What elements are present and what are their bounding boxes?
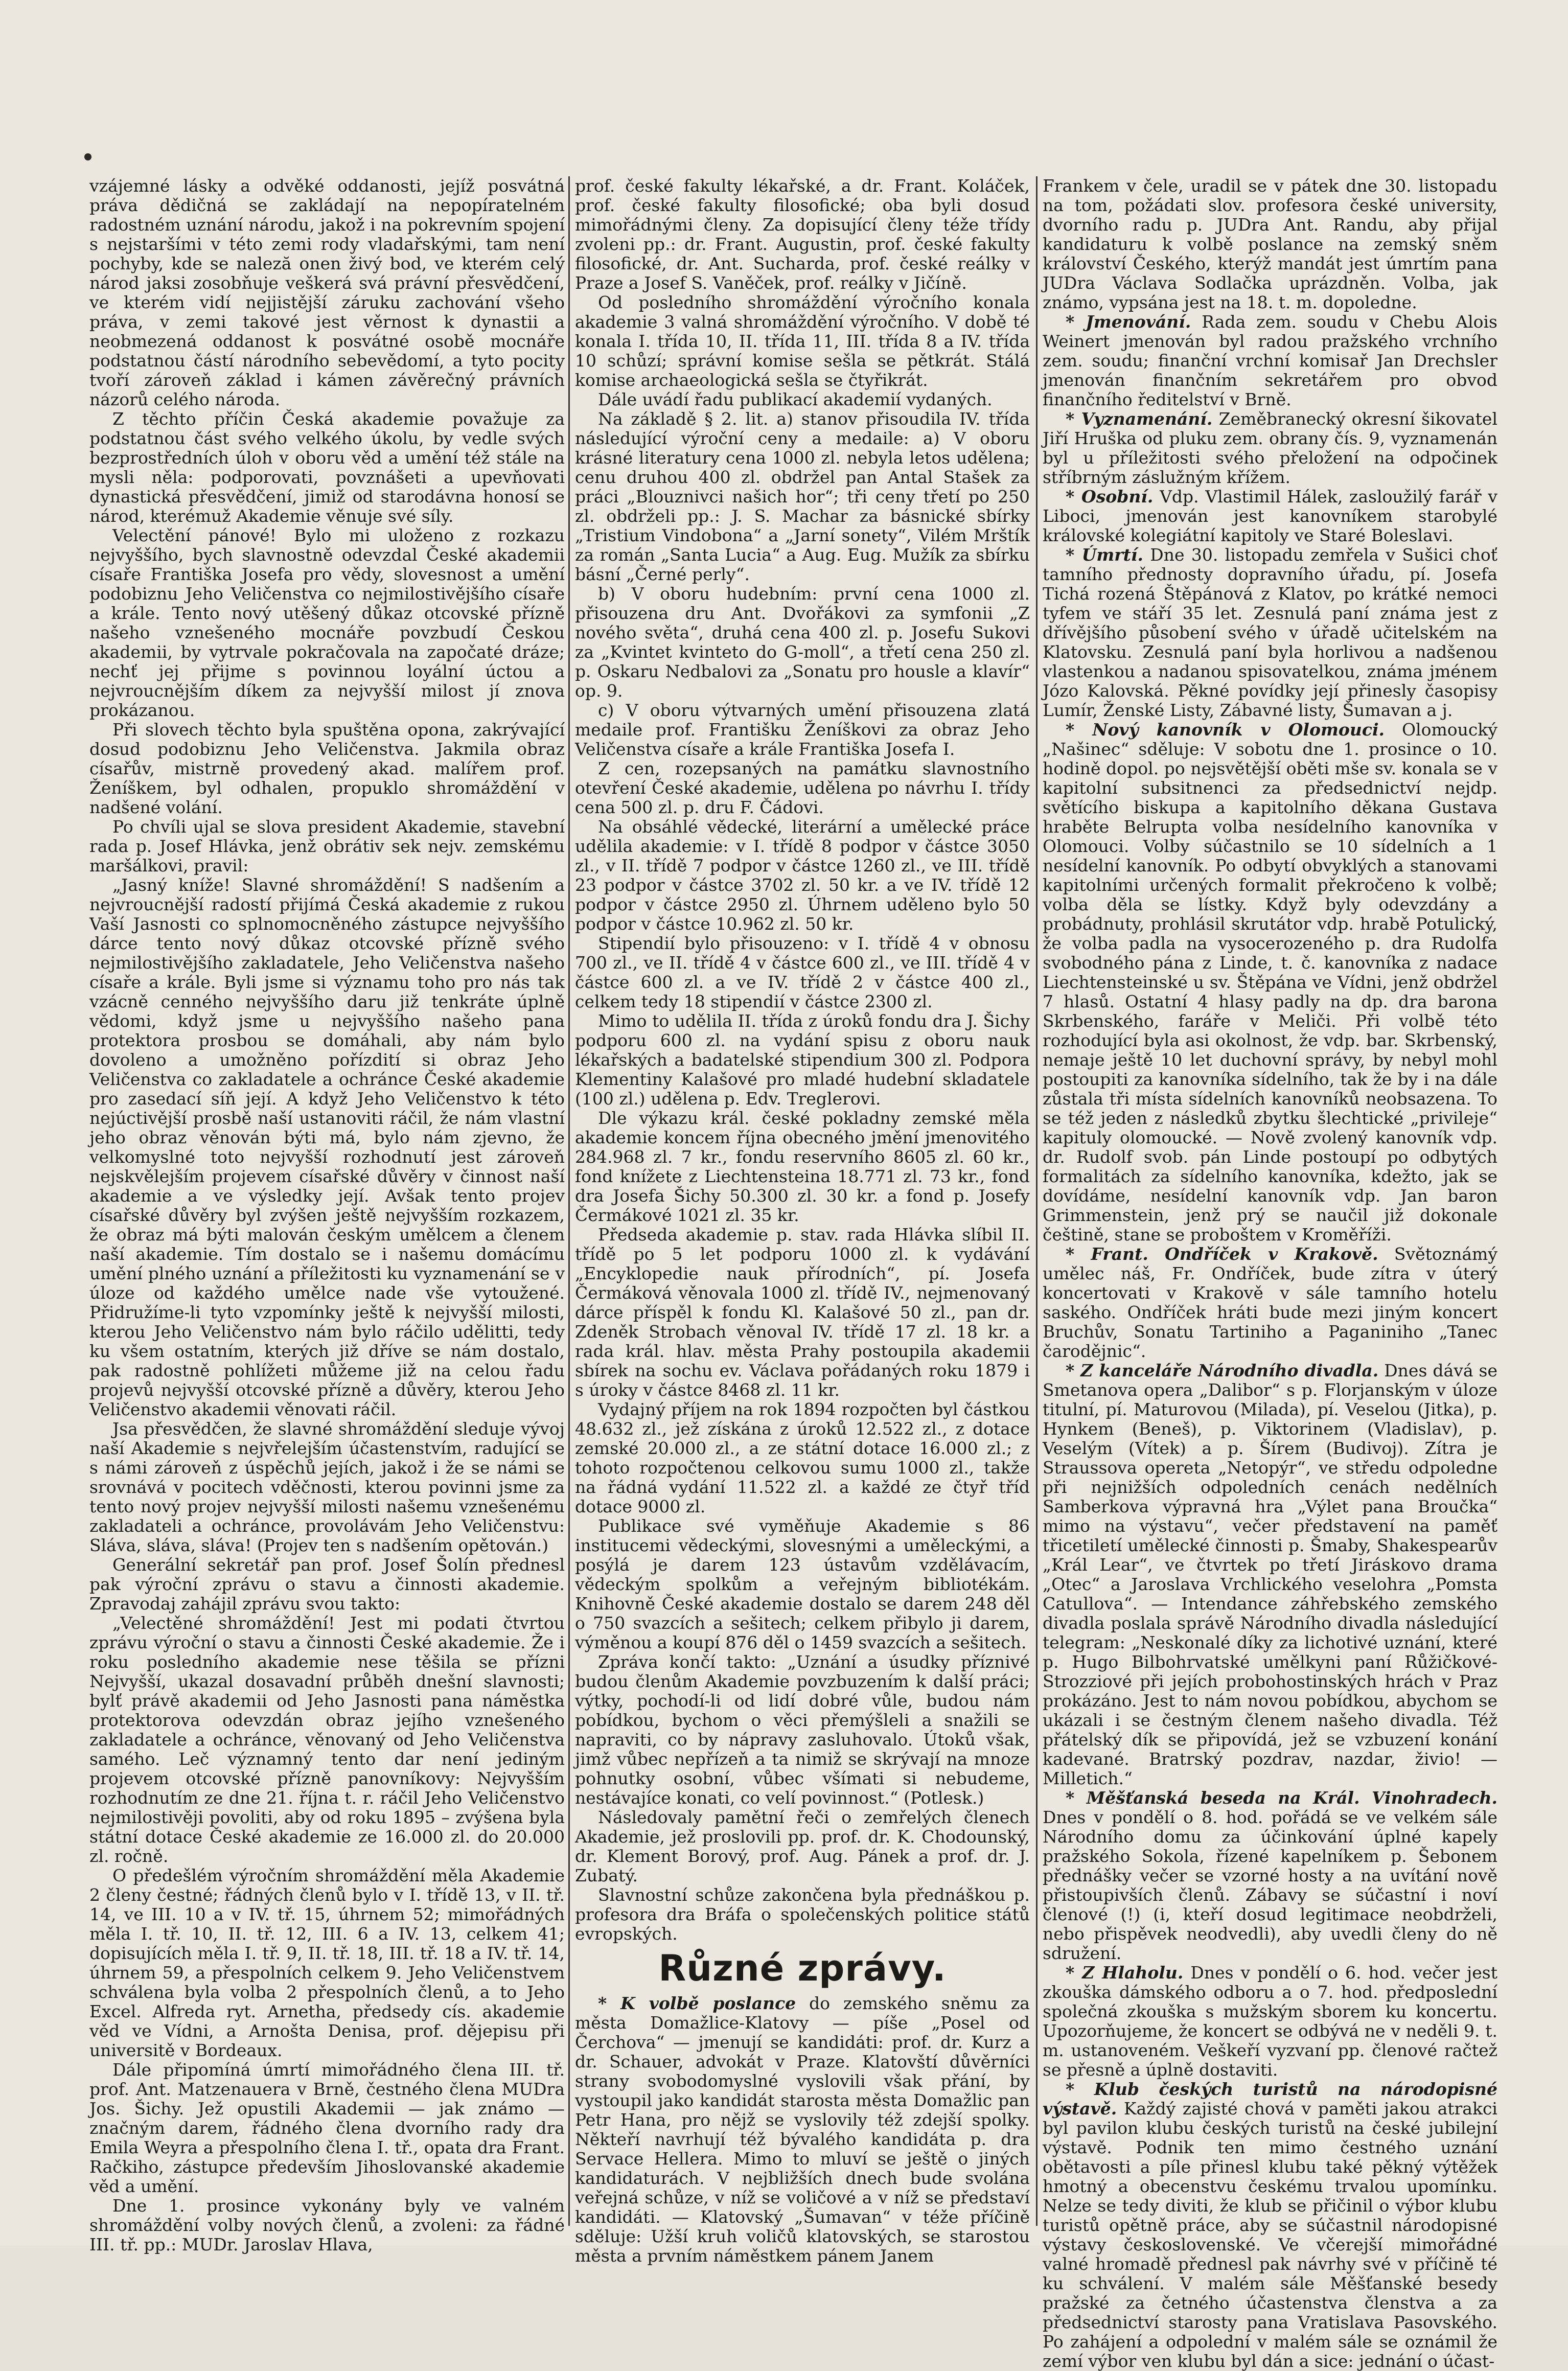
news-item-lead: * Osobní. — [1066, 487, 1154, 507]
column-middle — [575, 176, 1030, 2266]
paragraph: Následovaly pamětní řeči o zemřelých členech Akademie, jež proslovili pp. prof. dr. K. Chodounský, dr. Klement Borový, prof. Aug. Pánek a prof. dr. J. Zubatý. — [575, 1807, 1030, 1885]
paragraph: Velectění pánové! Bylo mi uloženo z rozkazu nejvyššího, bych slavnostně odevzdal České akademii císaře Františka Josefa pro vědy, slovesnost a umění podobiznu Jeho Veličenstva co nejmilostivějšího císaře a krále. Tento nový utěšený důkaz otcovské přízně našeho vznešeného mocnáře povzbudí Českou akademii, by vytrvale pokračovala na započaté dráze; nechť jej přijme s povinnou loyální úctou a nejvroucnějším díkem za nejvyšší milost jí znova prokázanou. — [89, 525, 565, 720]
paragraph: Na obsáhlé vědecké, literární a umělecké práce udělila akademie: v I. třídě 8 podpor v částce 3050 zl., v II. třídě 7 podpor v částce 1260 zl., ve III. třídě 23 podpor v částce 3702 zl. 50 kr. a ve IV. třídě 12 podpor v částce 2950 zl. Úhrnem uděleno bylo 50 podpor v částce 10.962 zl. 50 kr. — [575, 817, 1030, 934]
news-item-lead: * Z kanceláře Národního divadla. — [1066, 1361, 1379, 1380]
news-item-lead: * Vyznamenání. — [1066, 409, 1213, 429]
column-divider — [568, 176, 570, 2226]
news-item-lead: * Měšťanská beseda na Král. Vinohradech. — [1066, 1788, 1497, 1808]
paragraph: prof. české fakulty lékařské, a dr. Frant. Koláček, prof. české fakulty filosofické; oba byli dosud mimořádnými členy. Za dopisující členy téže třídy zvoleni pp.: dr. Frant. Augustin, prof. české fakulty filosofické, dr. Ant. Sucharda, prof. české reálky v Praze a Josef S. Vaněček, prof. reálky v Jičíně. — [575, 176, 1030, 293]
news-item — [1043, 1361, 1497, 1788]
paragraph: Z těchto příčin Česká akademie považuje za podstatnou část svého velkého úkolu, by vedle svých bezprostředních úloh v oboru věd a umění též stále na mysli něla: podporovati, povznášeti a upevňovati dynastická přesvědčení, jimiž od starodávna honosí se národ, kterémuž Akademie věnuje své síly. — [89, 409, 565, 526]
paragraph: b) V oboru hudebním: první cena 1000 zl. přisouzena dru Ant. Dvořákovi za symfonii „Z nového světa“, druhá cena 400 zl. p. Josefu Sukovi za „Kvintet kvinteto do G-moll“, a třetí cena 250 zl. p. Oskaru Nedbalovi za „Sonatu pro housle a klavír“ op. 9. — [575, 584, 1030, 701]
news-item-text: Dnes v pondělí o 8. hod. pořádá se ve velkém sále Národního domu za účinkování úplné kapely pražského Sokola, řízené kapelníkem p. Šebonem přednášky večer se vzorné hosty a na uvítání nově přistoupivších členů. Zábavy se súčastní i noví členové (!) (i, kteří dosud legitimace neobdrželi, nebo přispěvek neodvedli), aby uvedli členy do ně sdružení. — [1043, 1807, 1497, 1963]
ink-dot — [84, 153, 91, 160]
news-item-text: Olomoucký „Našinec“ sděluje: V sobotu dne 1. prosince o 10. hodině dopol. po nejsvětější oběti mše sv. konala se v kapitolní subsitnenci za předsednictví nejdp. světícího biskupa a kapitolního děkana Gustava hraběte Belrupta volba nesídelního kanovníka v Olomouci. Volby súčastnilo se 10 sídelních a 1 nesídelní kanovník. Po odbytí obvyklých a stanovami kapitolními určených formalit překročeno k volbě; volba děla se lístky. Když byly odevzdány a probádnuty, prohlásil skrutátor vdp. hrabě Potulický, že volba padla na vysocerozeného p. dra Rudolfa svobodného pána z Linde, t. č. kanovníka z nadace Liechtensteinské u sv. Štěpána ve Vídni, jenž obdržel 7 hlasů. Ostatní 4 hlasy padly na dp. dra barona Skrbenského, faráře v Meliči. Při volbě této rozhodující byla asi okolnost, že vdp. bar. Skrbenský, nemaje ještě 10 let duchovní správy, by nebyl mohl postoupiti za kanovníka sídelního, tak že by i na dále zůstala tři místa sídelních kanovníků neobsazena. To se též jeden z následků zbytku šlechtické „privileje“ kapituly olomoucké. — Nově zvolený kanovník vdp. dr. Rudolf svob. pán Linde postoupí po odbytých formalitách za sídelního kanovníka, kdežto, jak se dovídáme, nesídelní kanovník vdp. Jan baron Grimmenstein, jenž prý se naučil již dokonale češtině, stane se proboštem v Kroměříži. — [1043, 720, 1497, 1245]
paragraph: Dne 1. prosince vykonány byly ve valném shromáždění volby nových členů, a zvoleni: za řádné III. tř. pp.: MUDr. Jaroslav Hlava, — [89, 2196, 565, 2254]
news-item-text: do zemského sněmu za města Domažlice-Klatovy — píše „Posel od Čerchova“ — jmenují se kandidáti: prof. dr. Kurz a dr. Schauer, advokát v Praze. Klatovští důvěrníci stranу svobodomyslné vyslovili však přání, by vystoupil jako kandidát starosta města Domažlic pan Petr Hana, pro nějž se vyslovily též zdejší spolky. Někteří navrhují též bývalého kandidáta p. dra Servace Hellera. Mimo to mluví se ještě o jiných kandidaturách. V nejbližších dnech bude svolána veřejná schůze, v níž se voličové a v níž se představí kandidáti. — Klatovský „Šumavan“ v téže příčině sděluje: Užší kruh voličů klatovských, se starostou města a prvním náměstkem pánem Janem — [575, 1993, 1030, 2266]
paragraph: c) V oboru výtvarných umění přisouzena zlatá medaile prof. Františku Ženíškovi za obraz Jeho Veličenstva císaře a krále Františka Josefa I. — [575, 700, 1030, 759]
news-item-text: Dne 30. listopadu zemřela v Sušici choť tamního přednosty dopravního úřadu, pí. Josefa Tichá rozená Štěpánová z Klatov, po krátké nemoci tyfem ve stáří 35 let. Zesnulá paní známa jest z dřívějšího působení svého v úřadě učitelském na Klatovsku. Zesnulá paní byla horlivou a nadšenou vlastenkou a nadanou spisovatelkou, známa jménem Józo Kalovská. Pěkné povídky její přinesly časopisy Lumír, Ženské Listy, Zábavné listy, Šumavan a j. — [1043, 545, 1497, 720]
paragraph: Slavnostní schůze zakončena byla přednáškou p. profesora dra Bráfa o společenských politice států evropských. — [575, 1885, 1030, 1944]
paragraph: Na základě § 2. lit. a) stanov přisoudila IV. třída následující výroční ceny a medaile: a) V oboru krásné literatury cena 1000 zl. nebyla letos udělena; cenu druhou 400 zl. obdržel pan Antal Stašek za práci „Blouznivci našich hor“; tři ceny třetí po 250 zl. obdrželi pp.: J. S. Machar za básnické sbírky „Tristium Vindobona“ a „Jarní sonety“, Vilém Mrštík za román „Santa Lucia“ a Aug. Eug. Mužík za sbírku básní „Černé perly“. — [575, 409, 1030, 584]
news-item — [1043, 487, 1497, 545]
news-item-lead: * K volbě poslance — [598, 1993, 796, 2013]
news-item-text: Vdp. Vlastimil Hálek, zasloužilý farář v Liboci, jmenován jest kanovníkem starobylé královské kolegiátní kapitoly ve Staré Boleslavi. — [1043, 487, 1497, 545]
news-item-lead: * Úmrtí. — [1066, 545, 1143, 565]
paragraph: Generální sekretář pan prof. Josef Šolín přednesl pak výroční zprávu o stavu a činnosti akademie. Zpravodaj zahájil zprávu svou takto: — [89, 1555, 565, 1614]
column-divider — [1036, 176, 1037, 2226]
news-item — [1043, 1245, 1497, 1361]
paragraph: Mimo to udělila II. třída z úroků fondu dra J. Šichy podporu 600 zl. na vydání spisu z oboru nauk lékařských a badatelské stipendium 300 zl. Podpora Klementiny Kalašové pro mladé hudební skladatele (100 zl.) udělena p. Edv. Treglerovi. — [575, 1011, 1030, 1109]
news-item — [1043, 1788, 1497, 1963]
paragraph: Od posledního shromáždění výročního konala akademie 3 valná shromáždění výročního. V době té konala I. třída 10, II. třída 11, III. třída 8 a IV. třída 10 schůzí; správní komise sešla se pětkrát. Stálá komise archaeologická sešla se čtyřikrát. — [575, 292, 1030, 390]
paragraph: O předešlém výročním shromáždění měla Akademie 2 členy čestné; řádných členů bylo v I. třídě 13, v II. tř. 14, ve III. 10 a v IV. tř. 15, úhrnem 52; mimořádných měla I. tř. 10, II. tř. 12, III. 6 a IV. 13, celkem 41; dopisujících měla I. tř. 9, II. tř. 18, III. tř. 18 a IV. tř. 14, úhrnem 59, a přespolních celkem 9. Jeho Veličenstvem schválena byla volba 2 přespolních členů, a to Jeho Excel. Alfreda ryt. Arnetha, předsedy cís. akademie věd ve Vídni, a Arnošta Denisa, prof. dějepisu při universitě v Bordeaux. — [89, 1866, 565, 2060]
paragraph: Publikace své vyměňuje Akademie s 86 institucemi vědeckými, slovesnými a uměleckými, a posýlá je darem 123 ústavům vzdělávacím, vědeckým spolkům a veřejným bibliotékám. Knihovně České akademie dostalo se darem 248 děl o 750 svazcích a sešitech; celkem přibylo ji darem, výměnou a koupí 876 děl o 1459 svazcích a sešitech. — [575, 1516, 1030, 1652]
paragraph: Při slovech těchto byla spuštěna opona, zakrývající dosud podobiznu Jeho Veličenstva. Jakmila obraz císařův, mistrně provedený akad. malířem prof. Ženíškem, byl odhalen, propuklo shromáždění v nadšené volání. — [89, 720, 565, 817]
news-item — [1043, 2080, 1497, 2371]
paragraph: Dle výkazu král. české pokladny zemské měla akademie koncem října obecného jmění jmenovitého 284.968 zl. 7 kr., fondu reservního 8605 zl. 60 kr., fond knížete z Liechtensteina 18.771 zl. 73 kr., fond dra Josefa Šichy 50.300 zl. 30 kr. a fond p. Josefy Čermákové 1021 zl. 35 kr. — [575, 1108, 1030, 1225]
news-item-text: Rada zem. soudu v Chebu Alois Weinert jmenován byl radou pražského vrchního zem. soudu; finanční vrchní komisař Jan Drechsler jmenován finančním sekretářem pro obvod finančního ředitelství v Brně. — [1043, 312, 1497, 409]
news-item-text: Každý zajisté chová v paměti jakou atrakci byl pavilon klubu českých turistů na české jubilejní výstavě. Podnik ten mimo čestného uznání obětavosti a píle přinesl klubu také pěkný výtěžek hmotný a obecenstvu českému trvalou upomínku. Nelze se tedy diviti, že klub se přičinil o výbor klubu turistů opětně práce, aby se súčastnil národopisné výstavy československé. Ve včerejší mimořádné valné hromadě přednesl pak návrhy své v příčině té ku schválení. V malém sále Měšťanské besedy pražské za četného účastenstva členstva a za předsednictví starosty pana Vratislava Pasovského. Po zahájení a odpolední v malém sále se oznámil že zemí výbor ven klubu byl dán a sice: jednání o účast- — [1043, 2099, 1497, 2371]
news-item — [1043, 545, 1497, 720]
paragraph: Dále připomíná úmrtí mimořádného člena III. tř. prof. Ant. Matzenauera v Brně, čestného člena MUDra Jos. Šichy. Jež opustili Akademii — jak známo — značným darem, řádného člena dvorního rady dra Emila Weyra a přespolního člena I. tř., opata dra Frant. Račkiho, zástupce především Jihoslovanské akademie věd a umění. — [89, 2060, 565, 2196]
paragraph: Z cen, rozepsaných na památku slavnostního otevření České akademie, udělena po návrhu I. třídy cena 500 zl. p. dru F. Čádovi. — [575, 758, 1030, 817]
news-item — [1043, 312, 1497, 409]
news-item-lead: * Nový kanovník v Olomouci. — [1066, 720, 1385, 740]
news-item-text: Světoznámý umělec náš, Fr. Ondříček, bude zítra v úterý koncertovati v Krakově v sále tamního hotelu saského. Ondříček hráti bude mezi jiným koncert Bruchův, Sonatu Tartiniho a Paganiniho „Tanec čarodějnic“. — [1043, 1244, 1497, 1361]
news-item — [1043, 409, 1497, 487]
news-item-text: Dnes v pondělí o 6. hod. večer jest zkouška dámského odboru a o 7. hod. předposlední společná zkouška s mužským sborem ku koncertu. Upozorňujeme, že koncert se odbývá ne v neděli 9. t. m. ustanoveném. Veškeří vyzvaní pp. členové račtež se přesně a úplně dostaviti. — [1043, 1963, 1497, 2080]
news-item-lead: * Klub českých turistů na národopisné výstavě. — [1043, 2079, 1497, 2119]
news-item — [575, 1994, 1030, 2266]
paragraph: Stipendií bylo přisouzeno: v I. třídě 4 v obnosu 700 zl., ve II. třídě 4 v částce 600 zl., ve III. třídě 4 v částce 600 zl. a ve IV. třídě 2 v částce 400 zl., celkem tedy 18 stipendií v částce 2300 zl. — [575, 933, 1030, 1011]
paragraph: Po chvíli ujal se slova president Akademie, stavební rada p. Josef Hlávka, jenž obrátiv sek nejv. zemskému maršálkovi, pravil: — [89, 817, 565, 876]
news-item-lead: * Z Hlaholu. — [1066, 1963, 1184, 1983]
paragraph: „Velectěné shromáždění! Jest mi podati čtvrtou zprávu výroční o stavu a činnosti České akademie. Že i roku posledního akademie nese těšila se přízni Nejvyšší, ukazal dosavadní průběh dnešní slavnosti; bylť právě akademii od Jeho Jasnosti pana náměstka protektorova odevzdán obraz jejího vznešeného zakladatele a ochránce, věnovaný od Jeho Veličenstva samého. Leč významný tento dar není jediným projevem otcovské přízně panovníkovy: Nejvyšším rozhodnutím ze dne 21. října t. r. ráčil Jeho Veličenstvo nejmilostivěji povoliti, aby od roku 1895 – zvýšena byla státní dotace České akademie ze 16.000 zl. do 20.000 zl. ročně. — [89, 1613, 565, 1866]
news-item — [1043, 720, 1497, 1245]
paragraph: Jsa přesvědčen, že slavné shromáždění sleduje vývoj naší Akademie s nejvřelejším účastenstvím, radující se s námi zároveň z úspěchů jejích, jakož i že se námi se srovnává v pocitech vděčnosti, kterou povinni jsme za tento nový projev nejvyšší milosti našemu vznešenému zakladateli a ochránce, provolávám Jeho Veličenstvu: Sláva, sláva, sláva! (Projev ten s nadšením opětován.) — [89, 1419, 565, 1555]
column-right — [1043, 176, 1498, 2371]
paragraph: Frankem v čele, uradil se v pátek dne 30. listopadu na tom, požádati slov. profesora české university, dvorního radu p. JUDra Ant. Randu, aby přijal kandidaturu k volbě poslance na zemský sněm království Českého, kterýž mandát jest úmrtím pana JUDra Václava Sodlačka uprázdněn. Volba, jak známo, vypsána jest na 18. t. m. dopoledne. — [1043, 176, 1497, 312]
paragraph: Předseda akademie p. stav. rada Hlávka slíbil II. třídě po 5 let podporu 1000 zl. k vydávání „Encyklopedie nauk přírodních“, pí. Josefa Čermáková věnovala 1000 zl. třídě IV., nejmenovaný dárce příspěl k fondu Kl. Kalašové 50 zl., pan dr. Zdeněk Strobach věnoval IV. třídě 17 zl. 18 kr. a rada král. hlav. města Prahy postoupila akademii sbírek na sochu ev. Václava pořádaných roku 1879 i s úroky v částce 8468 zl. 11 kr. — [575, 1225, 1030, 1400]
section-heading: Různé zprávy. — [658, 1947, 947, 1989]
paragraph: vzájemné lásky a odvěké oddanosti, jejíž posvátná práva dědičná se zakládají na nepopíratelném radostném uznání národu, jakož i na pokrevním spojení s nejstaršími v této zemi rody vladařskými, tam není pochyby, kde se naleză onen živý bod, ve kterém celý národ jaksi zosobňuje veškerá svá právní přesvědčení, ve kterém vidí nejjistější záruku zachování všeho práva, v zemi takové jest věrnost k dynastii a neobmezená oddanost k posvátné osobě mocnáře podstatnou částí národního sebevědomí, a tyto pocity tvoří zároveň základ i kámen závěrečný právních názorů celého národa. — [89, 176, 565, 409]
news-item-lead: * Frant. Ondříček v Krakově. — [1066, 1244, 1378, 1264]
paragraph: Dále uvádí řadu publikací akademií vydaných. — [598, 389, 993, 409]
column-left — [89, 176, 565, 2254]
news-item-lead: * Jmenování. — [1066, 312, 1191, 332]
paragraph: Vydajný příjem na rok 1894 rozpočten byl částkou 48.632 zl., jež získána z úroků 12.522 zl., z dotace zemské 20.000 zl., a ze státní dotace 16.000 zl.; z tohoto rozpočtenou celkovou sumu 1000 zl., takže na řádná vydání 11.522 zl. a každé ze čtyř tříd dotace 9000 zl. — [575, 1399, 1030, 1516]
paragraph: Zpráva končí takto: „Uznání a úsudky příznivé budou členům Akademie povzbuzením k další práci; výtky, pochodí-li od lidí dobré vůle, budou nám pobídkou, bychom o věci přemýšleli a snažili se napraviti, co by nápravy zasluhovalo. Útoků však, jimž vůbec nepřízeň a ta nimiž se skrývají na mnoze pohnutky osobní, vůbec všímati si nebudeme, nestávajíce konati, co velí povinnost.“ (Potlesk.) — [575, 1652, 1030, 1808]
news-item-text: Dnes dává se Smetanova opera „Dalibor“ s p. Florjanským v úloze titulní, pí. Maturovou (Milada), pí. Veselou (Jitka), p. Hynkem (Beneš), p. Viktorinem (Vladislav), p. Veselým (Vítek) a p. Šírem (Budivoj). Zítra je Straussova opereta „Netopýr“, ve středu odpoledne při nejnižších odpoledních cenách nedělních Samberkova výpravná hra „Výlet pana Broučka“ mimo na výstavu“, večer představení na paměť třicetiletí umělecké činnosti p. Šmaby, Shakespearův „Král Lear“, ve čtvrtek po třetí Jiráskovo drama „Otec“ a Jaroslava Vrchlického veselohra „Pomsta Catullova“. — Intendance záhřebského zemského divadla poslala správě Národního divadla následující telegram: „Neskonalé díky za lichotivé uznání, které p. Hugo Bilbohrvatské umělkyni paní Růžičkové-Strozziové při jejích probohostinských hrách v Praz prokázáno. Jest to nám novou pobídkou, abychom se ukázali i se čestným členem našeho divadla. Též přátelský dík se připovídá, jež se vzbuzení konání kadevané. Bratrský pozdrav, nazdar, živio! — Milletich.“ — [1043, 1361, 1497, 1788]
paragraph: „Jasný kníže! Slavné shromáždění! S nadšením a nejvroucnější radostí přijímá Česká akademie z rukou Vaší Jasnosti co splnomocněného zástupce nejvyššího dárce tento nový důkaz otcovské přízně svého nejmilostivějšího zakladatele, Jeho Veličenstva našeho císaře a krále. Byli jsme si významu toho pro nás tak vzácně cenného nejvyššího daru již tenkráte úplně vědomi, když jsme u nejvyššího našeho pana protektora prosbou se domáhali, aby nám bylo dovoleno a umožněno pořízdití si obraz Jeho Veličenstva co zakladatele a ochránce České akademie pro zasedací síň její. A když Jeho Veličenstvo k této nejúctivější prosbě naší ustanoviti ráčil, že nám vlastní jeho obraz věnován býti má, bylo nám zjevno, že velkomyslné toto nejvyšší rozhodnutí jest zároveň nejskvělejším projevem císařské důvěry v činnost naší akademie a ve výsledky její. Avšak tento projev císařské důvěry byl zvýšen ještě nejvyšším rozkazem, že obraz má býti malován českým umělcem a členem naší akademie. Tím dostalo se i našemu domácímu umění plného uznání a příležitosti ku vyznamenání se v úloze od každého umělce nade vše vytoužené. Přidružíme-li tyto vzpomínky ještě k nejvyšší milosti, kterou Jeho Veličenstvo nám bylo ráčilo udělitti, tedy ku všem ostatním, kterých již dříve se nám dostalo, pak radostně pohlížeti můžeme již na celou řadu projevů nejvyšší otcovské přízně a důvěry, kterou Jeho Veličenstvo akademii věnovati ráčil. — [89, 875, 565, 1419]
news-item — [1043, 1963, 1497, 2080]
news-item-text: Zeměbranecký okresní šikovatel Jiří Hruška od pluku zem. obrany čís. 9, vyznamenán byl u příležitosti svého přeložení na odpočinek stříbrným záslužným křížem. — [1043, 409, 1498, 487]
